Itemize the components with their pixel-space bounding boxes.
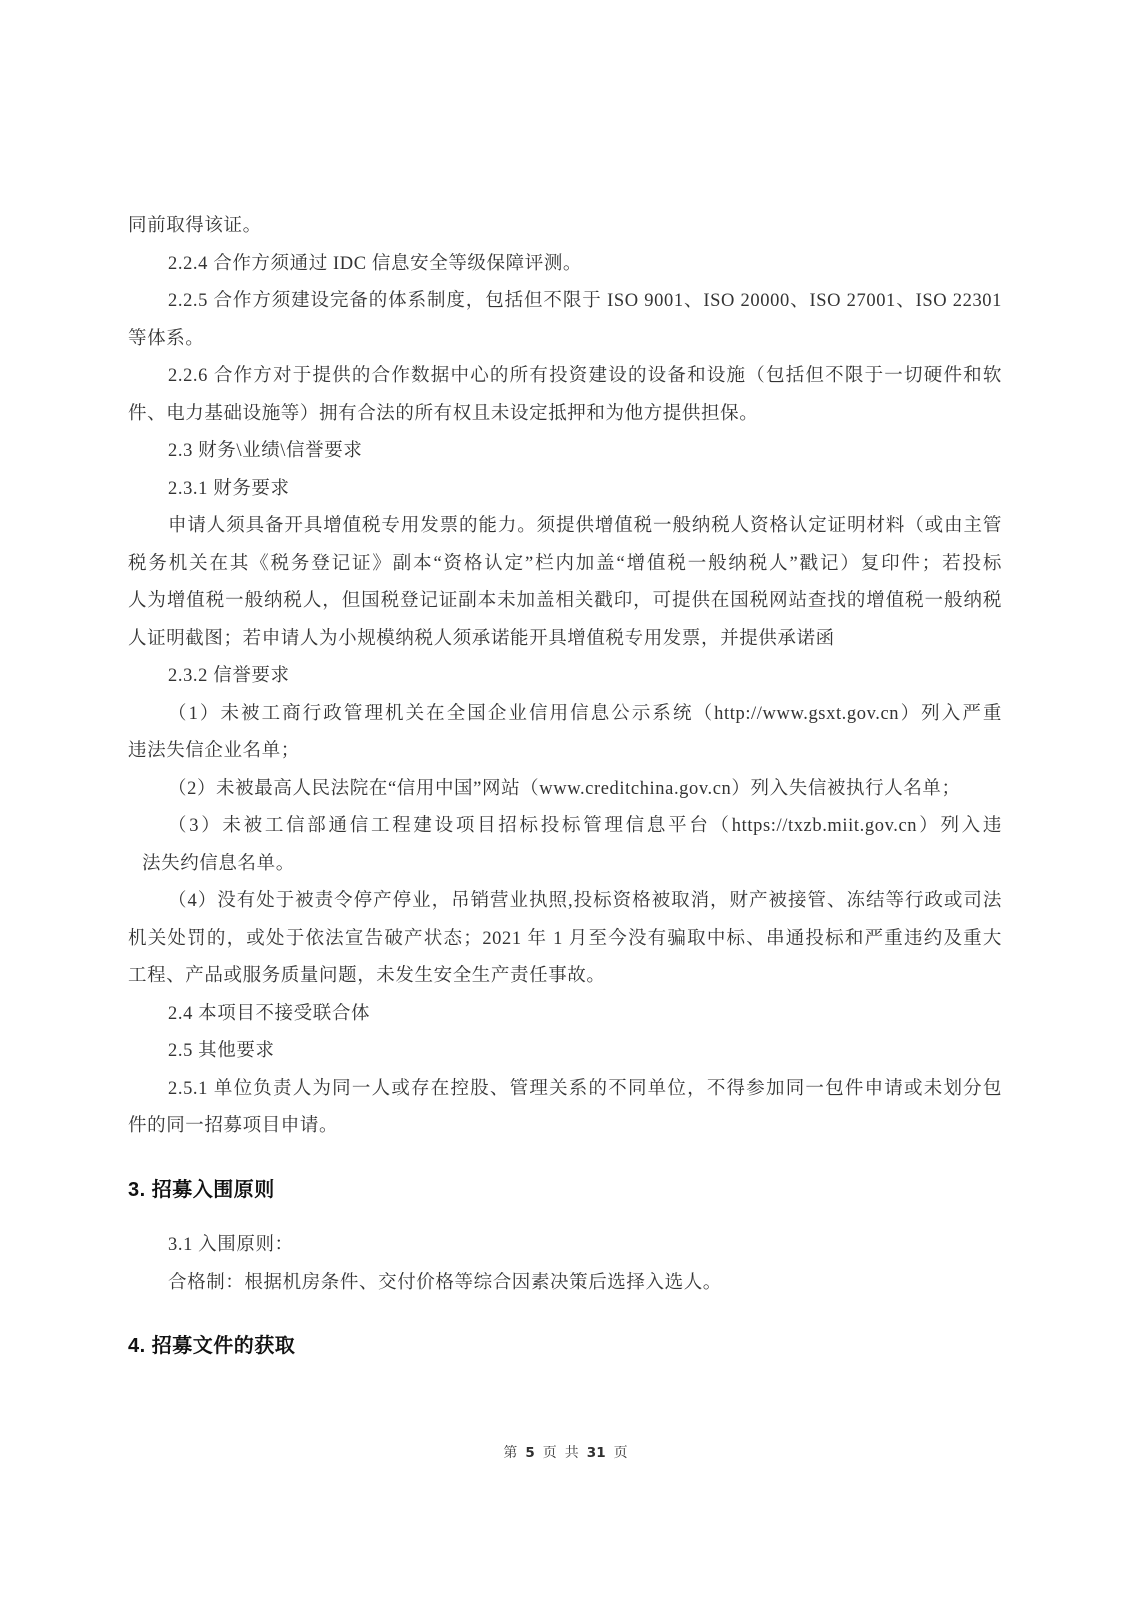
text-line: 机关处罚的，或处于依法宣告破产状态；2021 年 1 月至今没有骗取中标、串通投标和严重违约及重大 <box>128 928 1002 949</box>
text-line: （2）未被最高人民法院在“信用中国”网站（www.creditchina.gov.cn）列入失信被执行人名单； <box>168 778 961 799</box>
text-line: 违法失信企业名单； <box>128 741 300 761</box>
text-line: 人为增值税一般纳税人，但国税登记证副本未加盖相关戳印，可提供在国税网站查找的增值税一般纳税 <box>128 591 1002 611</box>
text-line: 合格制：根据机房条件、交付价格等综合因素决策后选择入选人。 <box>168 1272 722 1293</box>
current-page-number: 5 <box>525 1445 535 1461</box>
footer-text: 第 <box>503 1446 518 1461</box>
text-line: （3）未被工信部通信工程建设项目招标投标管理信息平台（https://txzb.miit.gov.cn）列入违 <box>168 816 1002 836</box>
text-line: 2.2.4 合作方须通过 IDC 信息安全等级保障评测。 <box>168 253 583 274</box>
section-heading: 4. 招募文件的获取 <box>128 1335 296 1357</box>
text-line: （1）未被工商行政管理机关在全国企业信用信息公示系统（http://www.gsxt.gov.cn）列入严重 <box>168 703 1002 724</box>
text-line: 2.3.2 信誉要求 <box>168 666 290 686</box>
text-line: 申请人须具备开具增值税专用发票的能力。须提供增值税一般纳税人资格认定证明材料（或由主管 <box>168 516 1002 536</box>
text-line: 工程、产品或服务质量问题，未发生安全生产责任事故。 <box>128 966 606 986</box>
text-line: 等体系。 <box>128 328 205 349</box>
text-line: 2.2.5 合作方须建设完备的体系制度，包括但不限于 ISO 9001、ISO 20000、ISO 27001、ISO 22301 <box>168 291 1002 311</box>
text-line: 2.4 本项目不接受联合体 <box>168 1003 371 1024</box>
text-line: （4）没有处于被责令停产停业，吊销营业执照,投标资格被取消，财产被接管、冻结等行政或司法 <box>168 891 1002 911</box>
footer-text: 共 <box>564 1446 579 1461</box>
text-line: 2.2.6 合作方对于提供的合作数据中心的所有投资建设的设备和设施（包括但不限于一切硬件和软 <box>168 366 1002 386</box>
text-line: 2.5.1 单位负责人为同一人或存在控股、管理关系的不同单位，不得参加同一包件申请或未划分包 <box>168 1078 1002 1099</box>
document-body <box>128 208 1002 1366</box>
footer-text: 页 <box>542 1446 557 1461</box>
total-page-number: 31 <box>586 1445 606 1461</box>
text-line: 件的同一招募项目申请。 <box>128 1116 339 1136</box>
page-footer <box>0 1442 1131 1465</box>
section-heading: 3. 招募入围原则 <box>128 1178 275 1201</box>
text-line: 同前取得该证。 <box>128 216 262 236</box>
text-line: 2.3 财务\业绩\信誉要求 <box>168 441 363 461</box>
text-line: 人证明截图；若申请人为小规模纳税人须承诺能开具增值税专用发票，并提供承诺函 <box>128 628 835 649</box>
text-line: 2.5 其他要求 <box>168 1041 275 1061</box>
footer-text: 页 <box>613 1446 628 1461</box>
text-line: 件、电力基础设施等）拥有合法的所有权且未设定抵押和为他方提供担保。 <box>128 403 759 424</box>
text-line: 2.3.1 财务要求 <box>168 478 290 499</box>
text-line: 税务机关在其《税务登记证》副本“资格认定”栏内加盖“增值税一般纳税人”戳记）复印件；若投标 <box>128 553 1002 574</box>
text-line: 法失约信息名单。 <box>142 853 295 874</box>
text-line: 3.1 入围原则： <box>168 1235 294 1255</box>
